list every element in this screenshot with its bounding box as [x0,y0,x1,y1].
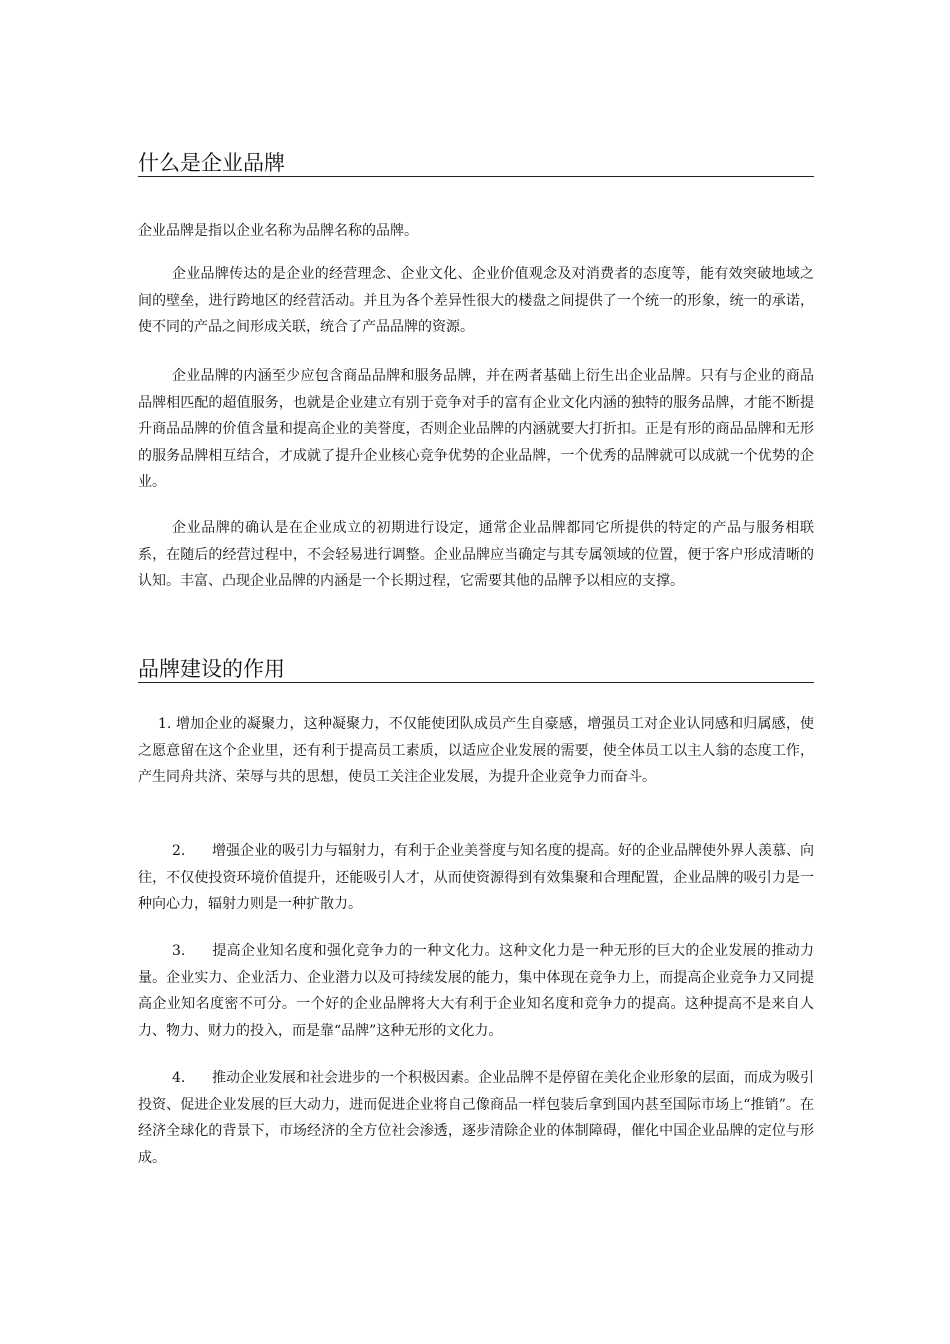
paragraph-brand-connotation: 企业品牌的内涵至少应包含商品品牌和服务品牌，并在两者基础上衍生出企业品牌。只有与企业的商品品牌相匹配的超值服务，也就是企业建立有别于竞争对手的富有企业文化内涵的独特的服务品牌，才能不断提升商品品牌的价值含量和提高企业的美誉度，否则企业品牌的内涵就要大打折扣。正是有形的商品品牌和无形的服务品牌相互结合，才成就了提升企业核心竞争优势的企业品牌，一个优秀的品牌就可以成就一个优势的企业。 [138,368,814,490]
list-item-number: 4. [172,1070,186,1086]
section-title-what-is-corporate-brand: 什么是企业品牌 [138,150,814,177]
list-item-number: 2. [172,843,186,859]
list-item-text: 提高企业知名度和强化竞争力的一种文化力。这种文化力是一种无形的巨大的企业发展的推动力量。企业实力、企业活力、企业潜力以及可持续发展的能力，集中体现在竞争力上，而提高企业竞争力又同提高企业知名度密不可分。一个好的企业品牌将大大有利于企业知名度和竞争力的提高。这种提高不是来自人力、物力、财力的投入，而是靠“品牌”这种无形的文化力。 [138,943,814,1039]
paragraph-brand-confirmation: 企业品牌的确认是在企业成立的初期进行设定，通常企业品牌都同它所提供的特定的产品与服务相联系，在随后的经营过程中，不会轻易进行调整。企业品牌应当确定与其专属领域的位置，便于客户形成清晰的认知。丰富、凸现企业品牌的内涵是一个长期过程，它需要其他的品牌予以相应的支撑。 [138,520,814,589]
list-item [138,838,814,918]
paragraph-brand-conveys: 企业品牌传达的是企业的经营理念、企业文化、企业价值观念及对消费者的态度等，能有效突破地域之间的壁垒，进行跨地区的经营活动。并且为各个差异性很大的楼盘之间提供了一个统一的形象，统一的承诺，使不同的产品之间形成关联，统合了产品品牌的资源。 [138,266,814,335]
list-item [138,711,814,791]
list-item-text: 推动企业发展和社会进步的一个积极因素。企业品牌不是停留在美化企业形象的层面，而成为吸引投资、促进企业发展的巨大动力，进而促进企业将自己像商品一样包装后拿到国内甚至国际市场上“推销”。在经济全球化的背景下，市场经济的全方位社会渗透，逐步清除企业的体制障碍，催化中国企业品牌的定位与形成。 [138,1070,814,1166]
list-item-number: 3. [172,943,186,959]
list-item-text: 增加企业的凝聚力，这种凝聚力，不仅能使团队成员产生自豪感，增强员工对企业认同感和归属感，使之愿意留在这个企业里，还有利于提高员工素质，以适应企业发展的需要，使全体员工以主人翁的态度工作，产生同舟共济、荣辱与共的思想，使员工关注企业发展，为提升企业竞争力而奋斗。 [138,716,815,785]
paragraph-definition: 企业品牌是指以企业名称为品牌名称的品牌。 [138,223,418,239]
section-title-brand-building-role: 品牌建设的作用 [138,656,814,683]
list-item [138,938,814,1044]
list-item-text: 增强企业的吸引力与辐射力，有利于企业美誉度与知名度的提高。好的企业品牌使外界人羡慕、向往，不仅使投资环境价值提升，还能吸引人才，从而使资源得到有效集聚和合理配置，企业品牌的吸引力是一种向心力，辐射力则是一种扩散力。 [138,843,814,912]
list-item [138,1065,814,1171]
list-item-number: 1. [158,716,172,732]
